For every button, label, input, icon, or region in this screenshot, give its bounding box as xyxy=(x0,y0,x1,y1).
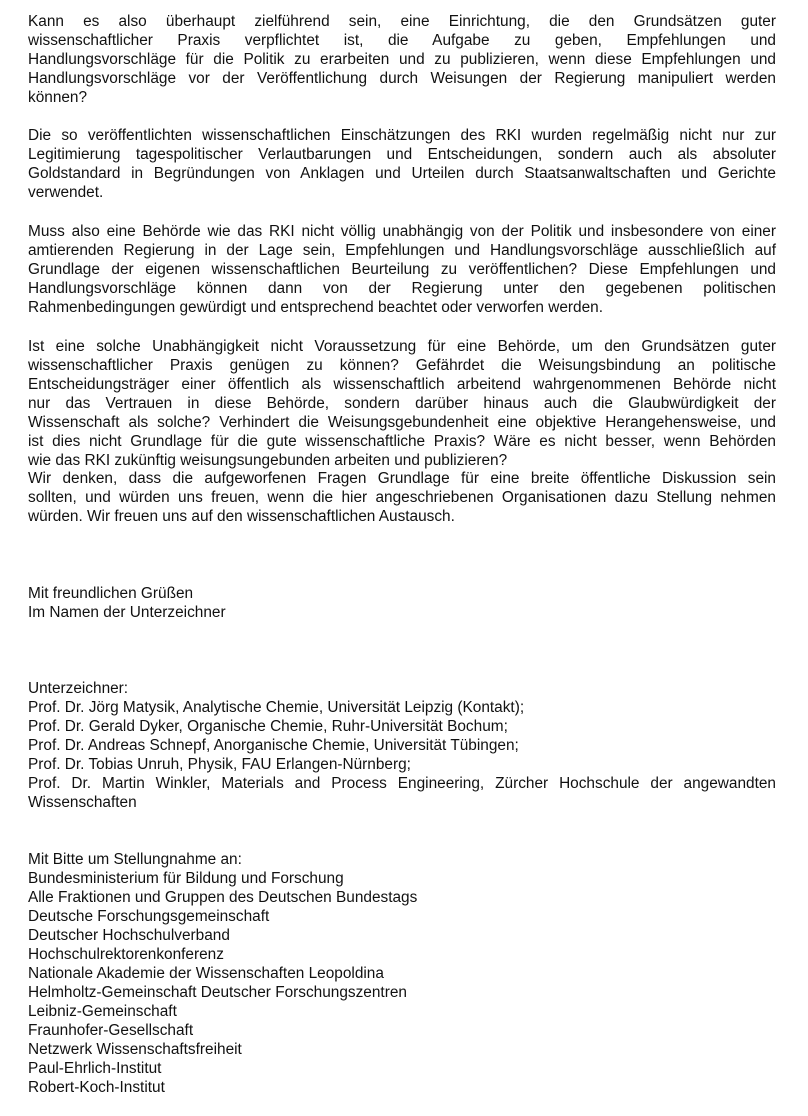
paragraph-3 xyxy=(28,222,776,317)
closing-salutation xyxy=(28,584,776,622)
text-line: Hochschulrektorenkonferenz xyxy=(28,946,224,963)
text-line: Entscheidungsträger einer öffentlich als wissenschaftlich arbeitend wahrgenommenen Behörde nicht xyxy=(28,376,776,393)
recipients-list xyxy=(28,850,776,1097)
text-line: Leibniz-Gemeinschaft xyxy=(28,1003,177,1020)
text-line: Im Namen der Unterzeichner xyxy=(28,604,226,621)
text-line: Fraunhofer-Gesellschaft xyxy=(28,1022,194,1039)
text-line: Kann es also überhaupt zielführend sein, eine Einrichtung, die den Grundsätzen guter xyxy=(28,13,776,30)
text-line: Legitimierung tagespolitischer Verlautbarungen und Entscheidungen, sondern auch als absoluter xyxy=(28,146,776,163)
text-line: Handlungsvorschläge können dann von der Regierung unter den gegebenen politischen xyxy=(28,280,776,297)
text-line: Bundesministerium für Bildung und Forschung xyxy=(28,870,344,887)
text-line: Helmholtz-Gemeinschaft Deutscher Forschungszentren xyxy=(28,984,407,1001)
text-line: Robert-Koch-Institut xyxy=(28,1079,165,1096)
text-line: Prof. Dr. Gerald Dyker, Organische Chemie, Ruhr-Universität Bochum; xyxy=(28,718,508,735)
paragraph-4 xyxy=(28,337,776,470)
text-line: wissenschaftlicher Praxis verpflichtet ist, die Aufgabe zu geben, Empfehlungen und xyxy=(28,32,776,49)
text-line: Prof. Dr. Martin Winkler, Materials and Process Engineering, Zürcher Hochschule der angewandten xyxy=(28,775,776,792)
text-line: Handlungsvorschläge vor der Veröffentlichung durch Weisungen der Regierung manipuliert werden xyxy=(28,70,776,87)
text-line: würden. Wir freuen uns auf den wissenschaftlichen Austausch. xyxy=(28,508,455,525)
signers-list xyxy=(28,679,776,812)
text-line: Ist eine solche Unabhängigkeit nicht Voraussetzung für eine Behörde, um den Grundsätzen guter xyxy=(28,338,776,355)
text-line: Wir denken, dass die aufgeworfenen Fragen Grundlage für eine breite öffentliche Diskussion sein xyxy=(28,470,776,487)
text-line: Prof. Dr. Andreas Schnepf, Anorganische Chemie, Universität Tübingen; xyxy=(28,737,519,754)
text-line: Mit Bitte um Stellungnahme an: xyxy=(28,851,242,868)
text-line: Prof. Dr. Jörg Matysik, Analytische Chemie, Universität Leipzig (Kontakt); xyxy=(28,699,525,716)
text-line: wissenschaftlicher Praxis genügen zu können? Gefährdet die Weisungsbindung an politische xyxy=(28,357,776,374)
text-line: nur das Vertrauen in diese Behörde, sondern darüber hinaus auch die Glaubwürdigkeit der xyxy=(28,395,776,412)
text-line: wie das RKI zukünftig weisungsungebunden arbeiten und publizieren? xyxy=(28,452,508,469)
paragraph-5 xyxy=(28,469,776,526)
text-line: Rahmenbedingungen gewürdigt und entsprechend beachtet oder verworfen werden. xyxy=(28,299,603,316)
text-line: verwendet. xyxy=(28,184,104,201)
text-line: Prof. Dr. Tobias Unruh, Physik, FAU Erlangen-Nürnberg; xyxy=(28,756,411,773)
text-line: Wissenschaften xyxy=(28,794,137,811)
text-line: Muss also eine Behörde wie das RKI nicht völlig unabhängig von der Politik und insbesondere von einer xyxy=(28,223,776,240)
text-line: Deutsche Forschungsgemeinschaft xyxy=(28,908,270,925)
text-line: Alle Fraktionen und Gruppen des Deutschen Bundestags xyxy=(28,889,418,906)
text-line: Unterzeichner: xyxy=(28,680,129,697)
text-line: Grundlage der eigenen wissenschaftlichen Beurteilung zu veröffentlichen? Diese Empfehlungen und xyxy=(28,261,776,278)
text-line: Paul-Ehrlich-Institut xyxy=(28,1060,162,1077)
text-line: Handlungsvorschläge für die Politik zu erarbeiten und zu publizieren, wenn diese Empfehlungen und xyxy=(28,51,776,68)
text-line: ist dies nicht Grundlage für die gute wissenschaftliche Praxis? Wäre es nicht besser, wenn Behörden xyxy=(28,433,776,450)
text-line: Deutscher Hochschulverband xyxy=(28,927,230,944)
text-line: Wissenschaft als solche? Verhindert die Weisungsgebundenheit eine objektive Herangehensweise, und xyxy=(28,414,776,431)
paragraph-2 xyxy=(28,126,776,202)
text-line: Mit freundlichen Grüßen xyxy=(28,585,194,602)
text-line: Netzwerk Wissenschaftsfreiheit xyxy=(28,1041,242,1058)
text-line: amtierenden Regierung in der Lage sein, Empfehlungen und Handlungsvorschläge ausschließlich auf xyxy=(28,242,776,259)
text-line: Nationale Akademie der Wissenschaften Leopoldina xyxy=(28,965,384,982)
text-line: können? xyxy=(28,89,88,106)
text-line: Die so veröffentlichten wissenschaftlichen Einschätzungen des RKI wurden regelmäßig nicht nur zur xyxy=(28,127,776,144)
paragraph-1 xyxy=(28,12,776,107)
text-line: sollten, und würden uns freuen, wenn die hier angeschriebenen Organisationen dazu Stellung nehmen xyxy=(28,489,776,506)
text-line: Goldstandard in Begründungen von Anklagen und Urteilen durch Staatsanwaltschaften und Gerichte xyxy=(28,165,776,182)
